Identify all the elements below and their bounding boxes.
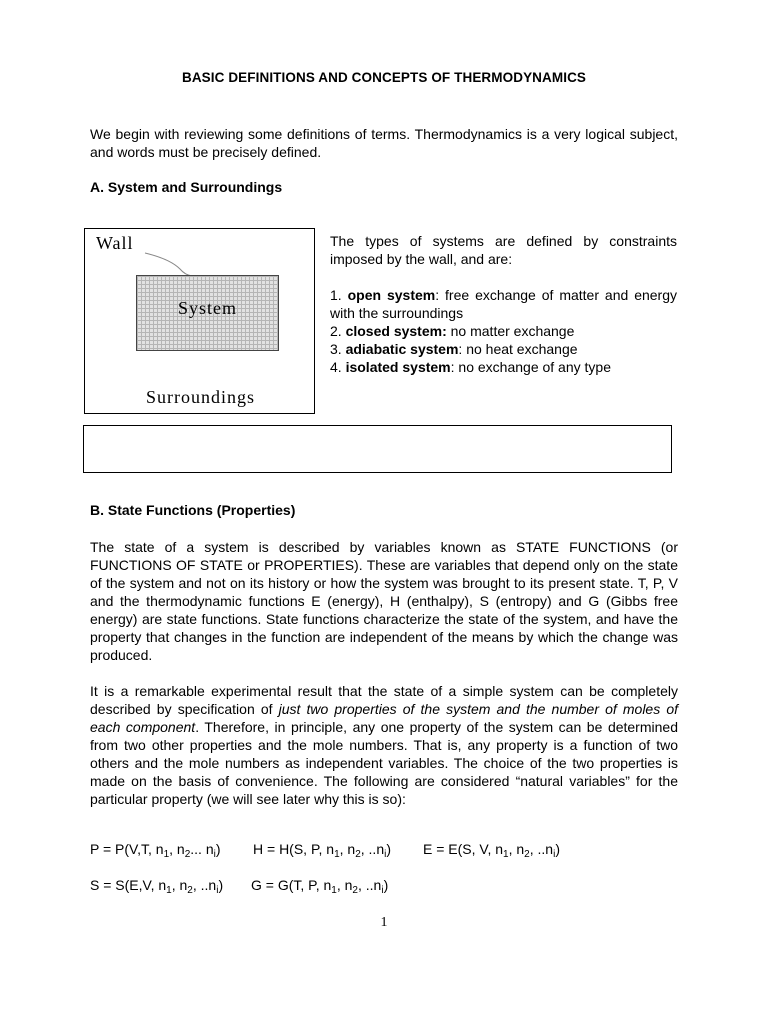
italic-emphasis: just two properties of the system and the number of moles of each component: [90, 701, 678, 735]
type-item-isolated: 4. isolated system: no exchange of any type: [330, 359, 611, 375]
equation-s: S = S(E,V, $n_1$, $n_2$, $..n_i$): [90, 877, 224, 896]
section-a-heading: A. System and Surroundings: [90, 179, 283, 195]
equation-h: H = H(S, P, $n_1$, $n_2$, $..n_i$): [253, 841, 392, 860]
wall-label: Wall: [96, 233, 134, 253]
surroundings-label: Surroundings: [146, 387, 256, 407]
type-item-open: 1. open system: free exchange of matter and energy with the surroundings: [330, 287, 677, 321]
type-item-closed: 2. closed system: no matter exchange: [330, 323, 575, 339]
document-title: BASIC DEFINITIONS AND CONCEPTS OF THERMODYNAMICS: [181, 70, 587, 85]
types-intro: The types of systems are defined by constraints imposed by the wall, and are:: [330, 233, 677, 267]
empty-text-box: [83, 425, 672, 473]
equation-p: P = P(V,T, $n_1$, $n_2$... $n_i$): [90, 841, 221, 860]
system-surroundings-diagram: [84, 228, 315, 414]
intro-paragraph: We begin with reviewing some definitions of terms. Thermodynamics is a very logical subject, and words must be precisely defined.: [90, 126, 678, 160]
system-box: [136, 275, 279, 351]
equation-g: G = G(T, P, $n_1$, $n_2$, $..n_i$): [251, 877, 389, 896]
system-label: System: [177, 298, 237, 318]
type-item-adiabatic: 3. adiabatic system: no heat exchange: [330, 341, 578, 357]
natural-variables-paragraph: It is a remarkable experimental result that the state of a simple system can be completely described by specification of just two properties of the system and the number of moles of each component. Therefore, in principle, any one property of the system can be determined from two other properties and the mole numbers. That is, any property is a function of two others and the mole numbers as independent variables. The choice of the two properties is made on the basis of convenience. The following are considered “natural variables” for the particular property (we will see later why this is so):: [90, 683, 678, 807]
equation-e: E = E(S, V, $n_1$, $n_2$, $..n_i$): [423, 841, 560, 860]
state-functions-paragraph: The state of a system is described by variables known as STATE FUNCTIONS (or FUNCTIONS OF STATE or PROPERTIES). These are variables that depend only on the state of the system and not on its history or how the system was brought to its present state. T, P, V and the thermodynamic functions E (energy), H (enthalpy), S (entropy) and G (Gibbs free energy) are state functions. State functions characterize the state of the system, and have the property that changes in the function are independent of the means by which the change was produced.: [90, 539, 678, 663]
section-b-heading: B. State Functions (Properties): [90, 502, 296, 518]
page-number: 1: [380, 915, 388, 930]
system-types-block: [330, 232, 677, 376]
